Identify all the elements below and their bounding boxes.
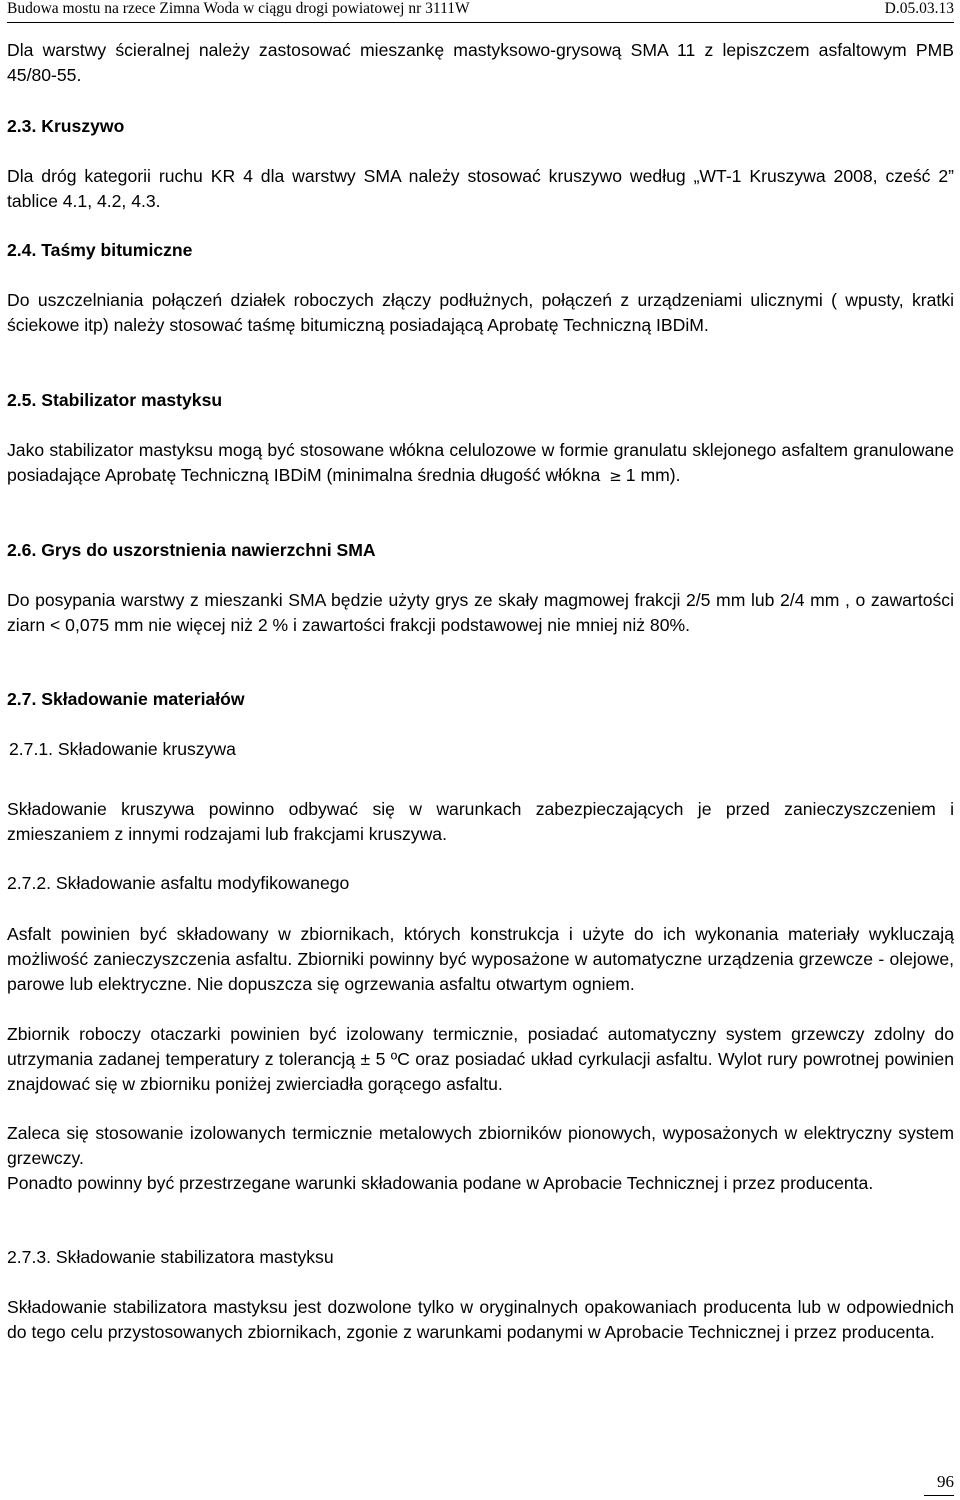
page-header <box>7 0 954 23</box>
section-2-7-2-paragraph-1: Asfalt powinien być składowany w zbiornikach, których konstrukcja i użyte do ich wykonania materiały wykluczają możliwość zanieczyszczenia asfaltu. Zbiorniki powinny być wyposażone w automatyczne urządzenia grzewcze - olejowe, parowe lub elektryczne. Nie dopuszcza się ogrzewania asfaltu otwartym ogniem. <box>7 924 954 994</box>
section-2-7-3-paragraph: Składowanie stabilizatora mastyksu jest dozwolone tylko w oryginalnych opakowaniach producenta lub w odpowiednich do tego celu przystosowanych zbiornikach, zgonie z warunkami podanymi w Aprobacie Technicznej i przez producenta. <box>7 1297 954 1342</box>
section-2-5-heading: 2.5. Stabilizator mastyksu <box>7 390 223 410</box>
section-2-6-heading: 2.6. Grys do uszorstnienia nawierzchni SMA <box>7 540 376 560</box>
section-2-6-paragraph: Do posypania warstwy z mieszanki SMA będzie użyty grys ze skały magmowej frakcji 2/5 mm lub 2/4 mm , o zawartości ziarn < 0,075 mm nie więcej niż 2 % i zawartości frakcji podstawowej nie mniej niż 80%. <box>7 590 954 635</box>
page-number: 96 <box>924 1472 954 1496</box>
header-title: Budowa mostu na rzece Zimna Woda w ciągu drogi powiatowej nr 3111W <box>7 0 470 17</box>
section-2-7-2-paragraph-3: Zaleca się stosowanie izolowanych termicznie metalowych zbiorników pionowych, wyposażonych w elektryczny system grzewczy. <box>7 1123 954 1168</box>
header-code: D.05.03.13 <box>884 0 954 17</box>
section-2-3-heading: 2.3. Kruszywo <box>7 116 125 136</box>
section-2-4-heading: 2.4. Taśmy bitumiczne <box>7 240 193 260</box>
section-2-7-1-heading: 2.7.1. Składowanie kruszywa <box>9 739 236 759</box>
section-2-7-2-paragraph-2: Zbiornik roboczy otaczarki powinien być izolowany termicznie, posiadać automatyczny system grzewczy zdolny do utrzymania zadanej temperatury z tolerancją ± 5 ºC oraz posiadać układ cyrkulacji asfaltu. Wylot rury powrotnej powinien znajdować się w zbiorniku poniżej zwierciadła gorącego asfaltu. <box>7 1024 954 1094</box>
section-2-7-3-heading: 2.7.3. Składowanie stabilizatora mastyksu <box>7 1247 334 1267</box>
section-2-7-2-paragraph-4: Ponadto powinny być przestrzegane warunki składowania podane w Aprobacie Technicznej i przez producenta. <box>7 1173 874 1193</box>
greater-equal-symbol: ≥ <box>609 467 622 485</box>
section-2-7-1-paragraph: Składowanie kruszywa powinno odbywać się w warunkach zabezpieczających je przed zanieczyszczeniem i zmieszaniem z innymi rodzajami lub frakcjami kruszywa. <box>7 799 954 844</box>
section-2-3-paragraph: Dla dróg kategorii ruchu KR 4 dla warstwy SMA należy stosować kruszywo według „WT-1 Kruszywa 2008, cześć 2” tablice 4.1, 4.2, 4.3. <box>7 166 954 211</box>
section-2-7-2-heading: 2.7.2. Składowanie asfaltu modyfikowanego <box>7 873 350 893</box>
intro-paragraph: Dla warstwy ścieralnej należy zastosować mieszankę mastyksowo-grysową SMA 11 z lepiszczem asfaltowym PMB 45/80-55. <box>7 40 954 85</box>
section-2-5-paragraph <box>7 438 954 489</box>
section-2-7-heading: 2.7. Składowanie materiałów <box>7 689 245 709</box>
section-2-5-text: Jako stabilizator mastyksu mogą być stosowane włókna celulozowe w formie granulatu sklejonego asfaltem granulowane posiadające Aprobatę Techniczną IBDiM (minimalna średnia długość włókna <box>7 440 954 485</box>
section-2-5-text-end: 1 mm). <box>625 465 681 485</box>
section-2-4-paragraph: Do uszczelniania połączeń działek roboczych złączy podłużnych, połączeń z urządzeniami ulicznymi ( wpusty, kratki ściekowe itp) należy stosować taśmę bitumiczną posiadającą Aprobatę Techniczną IBDiM. <box>7 290 954 335</box>
